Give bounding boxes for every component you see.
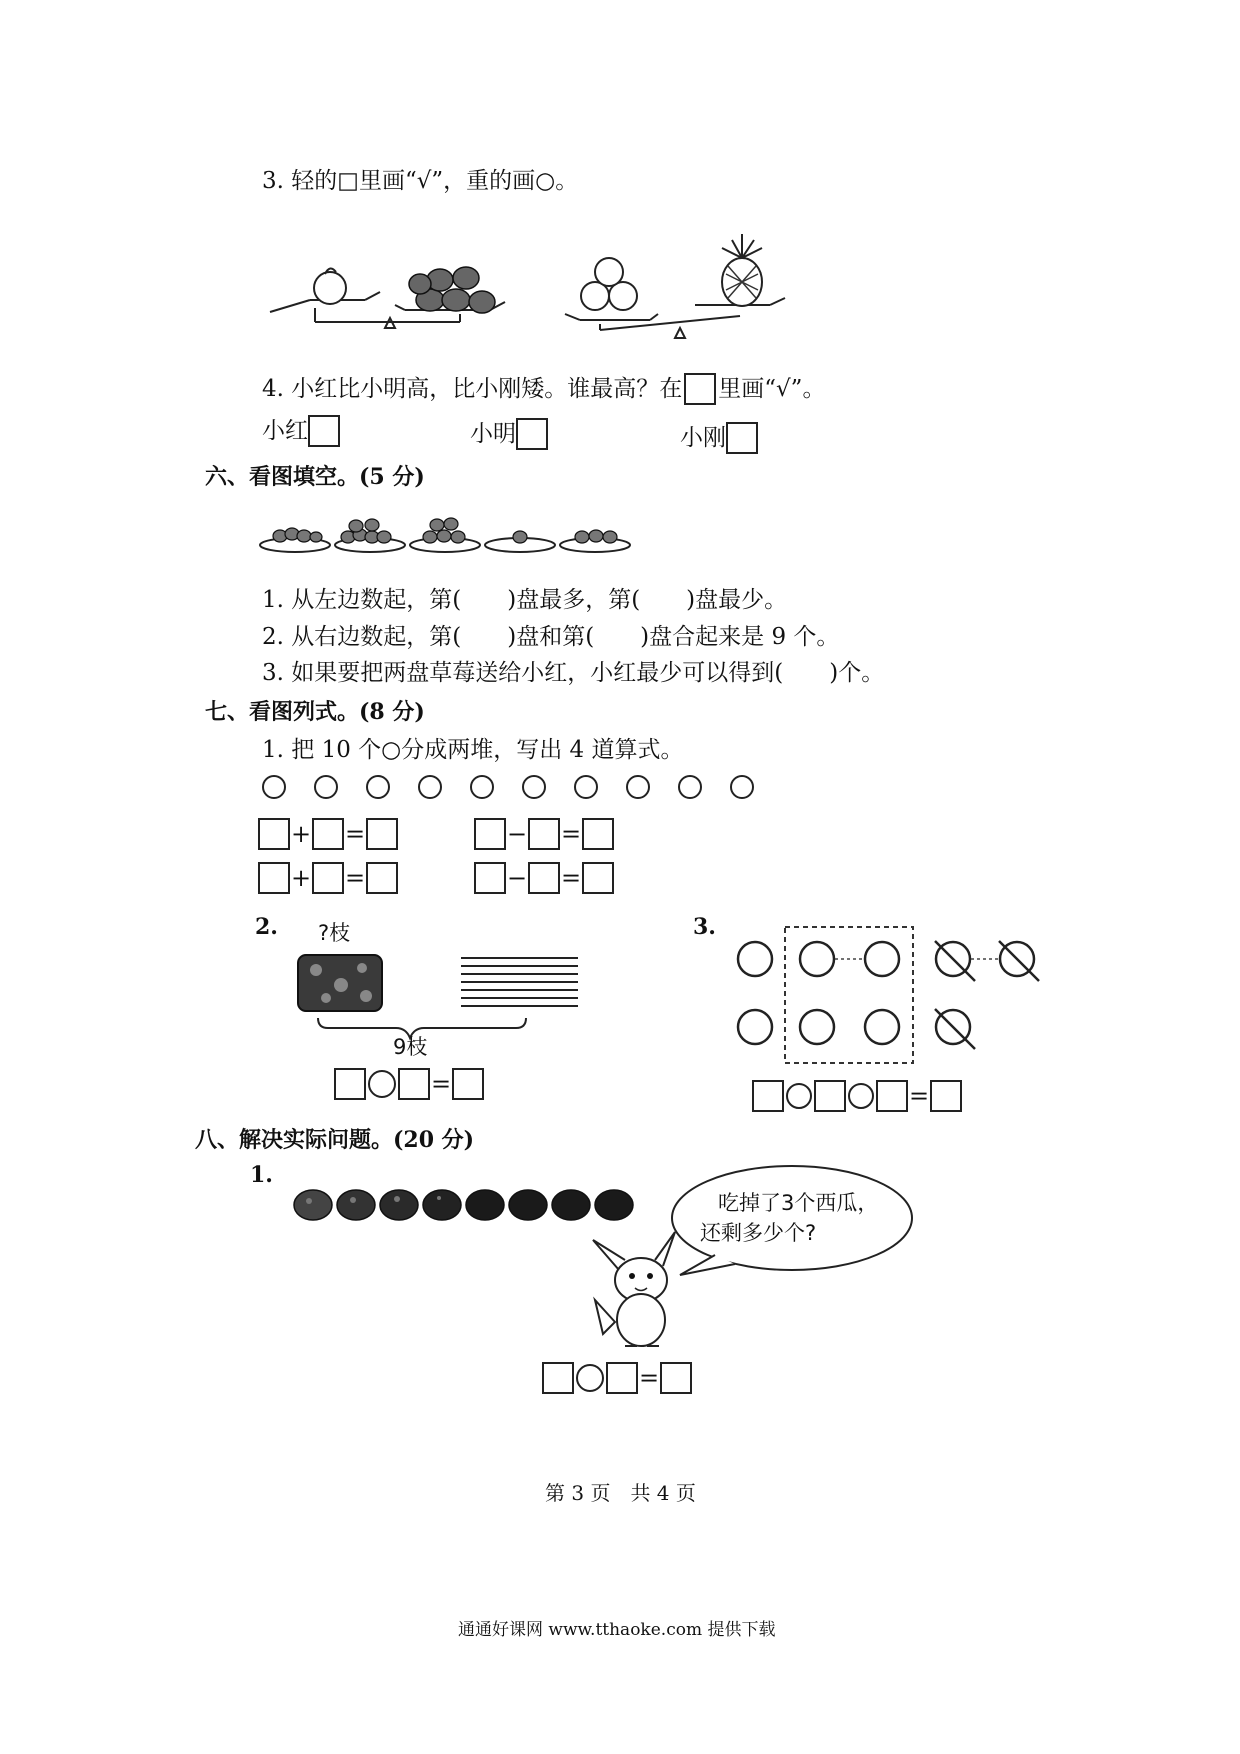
- unknown-pencils-label: ?枝: [318, 921, 351, 945]
- q4-option-xiaogang: [680, 422, 758, 454]
- equals-sign: =: [344, 820, 366, 848]
- circle: [470, 775, 494, 799]
- answer-box[interactable]: [258, 862, 290, 894]
- speech-line-1: 吃掉了3个西瓜，: [718, 1191, 879, 1215]
- circle: [314, 775, 338, 799]
- equation-4: [474, 862, 614, 894]
- answer-box[interactable]: [528, 862, 560, 894]
- equals-sign: =: [560, 820, 582, 848]
- answer-box[interactable]: [334, 1068, 366, 1100]
- strawberry-plates: [260, 510, 640, 560]
- operator-circle[interactable]: [848, 1083, 874, 1109]
- answer-box[interactable]: [752, 1080, 784, 1112]
- watermelons: [293, 1185, 653, 1225]
- operator: +: [290, 820, 312, 848]
- answer-box[interactable]: [366, 862, 398, 894]
- q4-option-xiaohong: [262, 415, 340, 447]
- circle: [366, 775, 390, 799]
- circle: [522, 775, 546, 799]
- q4-answer-box-xiaohong[interactable]: [308, 415, 340, 447]
- circle: [730, 775, 754, 799]
- answer-box[interactable]: [312, 818, 344, 850]
- q4-prompt-tail: 里画“√”。: [718, 376, 826, 402]
- operator: −: [506, 820, 528, 848]
- circle: [262, 775, 286, 799]
- answer-box[interactable]: [582, 818, 614, 850]
- q4-example-box: [684, 373, 716, 405]
- answer-box[interactable]: [660, 1362, 692, 1394]
- q4-answer-box-xiaoming[interactable]: [516, 418, 548, 450]
- answer-box[interactable]: [606, 1362, 638, 1394]
- circle: [626, 775, 650, 799]
- operator-circle[interactable]: [368, 1070, 396, 1098]
- answer-box[interactable]: [930, 1080, 962, 1112]
- answer-box[interactable]: [542, 1362, 574, 1394]
- q4-name-xiaoming: 小明: [470, 421, 516, 447]
- section7-item-3-number: 3.: [693, 914, 716, 940]
- answer-box[interactable]: [876, 1080, 908, 1112]
- equals-sign: =: [430, 1070, 452, 1098]
- section7-item-1: 1. 把 10 个○分成两堆，写出 4 道算式。: [262, 737, 684, 763]
- section6-item-2: 2. 从右边数起，第( )盘和第( )盘合起来是 9 个。: [262, 624, 840, 650]
- circle: [574, 775, 598, 799]
- q4-option-xiaoming: [470, 418, 548, 450]
- equation-3: [258, 862, 398, 894]
- answer-box[interactable]: [452, 1068, 484, 1100]
- operator-circle[interactable]: [786, 1083, 812, 1109]
- operator-circle[interactable]: [576, 1364, 604, 1392]
- answer-box[interactable]: [474, 862, 506, 894]
- balance-scale-left: [270, 230, 510, 340]
- equals-sign: =: [908, 1082, 930, 1110]
- answer-box[interactable]: [258, 818, 290, 850]
- q4-name-xiaogang: 小刚: [680, 425, 726, 451]
- answer-box[interactable]: [814, 1080, 846, 1112]
- q4-prompt: 4. 小红比小明高，比小刚矮。谁最高？在: [262, 376, 683, 402]
- q3-prompt: 3. 轻的□里画“√”，重的画○。: [262, 168, 579, 194]
- pencil-box-and-pencils: [296, 950, 596, 1060]
- q4-name-xiaohong: 小红: [262, 418, 308, 444]
- operator: +: [290, 864, 312, 892]
- section6-title: 六、看图填空。(5 分): [205, 464, 425, 490]
- section7-title: 七、看图列式。(8 分): [205, 699, 425, 725]
- answer-box[interactable]: [312, 862, 344, 894]
- section8-title: 八、解决实际问题。(20 分): [195, 1127, 475, 1153]
- ten-circles: [262, 775, 754, 799]
- equation-1: [258, 818, 398, 850]
- balance-scale-right: [560, 230, 800, 340]
- equation-2: [474, 818, 614, 850]
- equation-pencils: [334, 1068, 484, 1100]
- q4-answer-box-xiaogang[interactable]: [726, 422, 758, 454]
- answer-box[interactable]: [582, 862, 614, 894]
- section6-item-3: 3. 如果要把两盘草莓送给小红，小红最少可以得到( )个。: [262, 660, 885, 686]
- answer-box[interactable]: [398, 1068, 430, 1100]
- q4-prompt-row: [262, 373, 825, 405]
- section8-item-1-number: 1.: [250, 1162, 273, 1188]
- equals-sign: =: [344, 864, 366, 892]
- answer-box[interactable]: [366, 818, 398, 850]
- circle: [678, 775, 702, 799]
- pikachu-illustration: [585, 1230, 695, 1350]
- section7-item-2-number: 2.: [255, 914, 278, 940]
- equals-sign: =: [638, 1364, 660, 1392]
- answer-box[interactable]: [474, 818, 506, 850]
- answer-box[interactable]: [528, 818, 560, 850]
- equals-sign: =: [560, 864, 582, 892]
- circle: [418, 775, 442, 799]
- operator: −: [506, 864, 528, 892]
- circles-grouping-figure: [735, 925, 1055, 1075]
- page-number: 第 3 页 共 4 页: [545, 1481, 696, 1505]
- source-footer: 通通好课网 www.tthaoke.com 提供下载: [458, 1620, 776, 1640]
- speech-line-2: 还剩多少个?: [700, 1221, 817, 1245]
- total-pencils-label: 9枝: [393, 1035, 428, 1059]
- section6-item-1: 1. 从左边数起，第( )盘最多，第( )盘最少。: [262, 587, 788, 613]
- equation-circles: [752, 1080, 962, 1112]
- equation-watermelons: [542, 1362, 692, 1394]
